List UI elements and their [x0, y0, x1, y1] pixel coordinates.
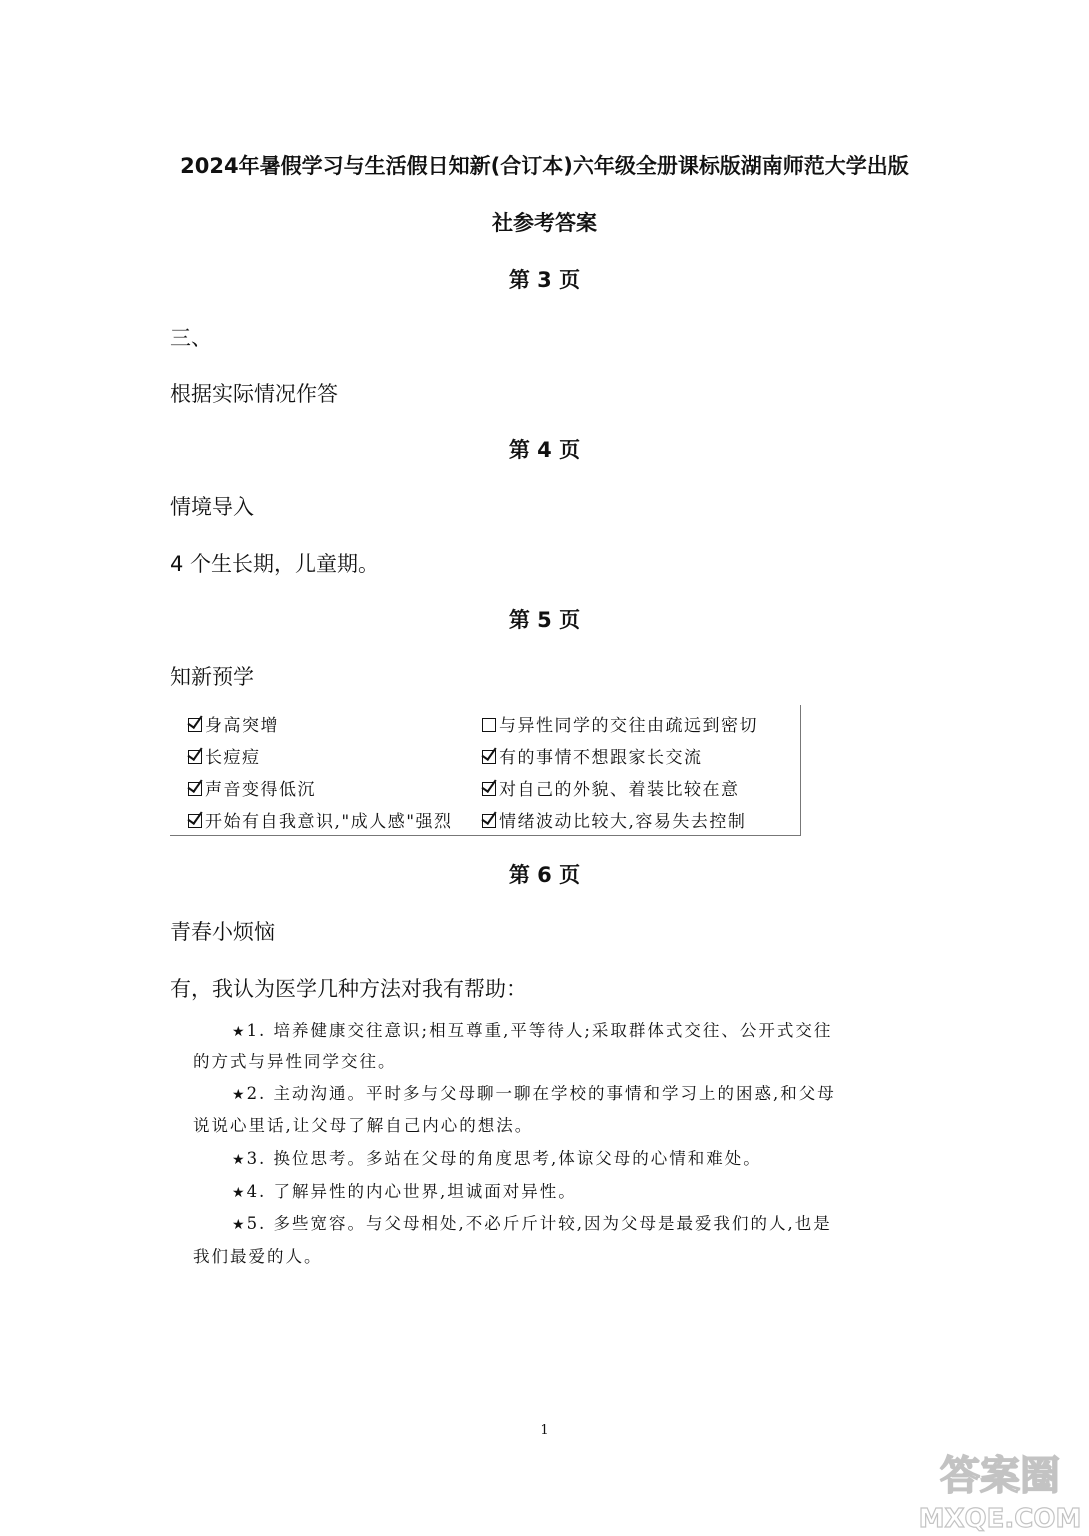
checkbox-checked-icon	[482, 782, 496, 796]
document-title-line1: 2024年暑假学习与生活假日知新(合订本)六年级全册课标版湖南师范大学出版	[180, 154, 909, 178]
page3-heading: 第 3 页	[508, 268, 581, 292]
star-icon: ★	[232, 1217, 247, 1233]
star-icon: ★	[232, 1152, 247, 1168]
page4-heading: 第 4 页	[508, 438, 581, 462]
answer-line: ★3. 换位思考。多站在父母的角度思考,体谅父母的心情和难处。	[232, 1149, 762, 1168]
answer-line: ★1. 培养健康交往意识;相互尊重,平等待人;采取群体式交往、公开式交往	[232, 1021, 833, 1040]
checklist-item: 长痘痘	[188, 743, 261, 768]
checkbox-checked-icon	[482, 814, 496, 828]
page3-section-label: 三、	[170, 326, 212, 350]
page5-heading: 第 5 页	[508, 608, 581, 632]
page3-answer: 根据实际情况作答	[170, 382, 338, 406]
checklist-item: 身高突增	[188, 711, 279, 736]
checklist-box	[170, 705, 801, 836]
page6-section-label: 青春小烦恼	[170, 920, 275, 944]
checklist-item: 对自己的外貌、着装比较在意	[482, 775, 740, 800]
page-number: 1	[540, 1423, 549, 1438]
checklist-item: 声音变得低沉	[188, 775, 316, 800]
answer-line: 说说心里话,让父母了解自己内心的想法。	[193, 1116, 534, 1135]
answer-line: 的方式与异性同学交往。	[193, 1052, 397, 1071]
page5-section-label: 知新预学	[170, 665, 254, 689]
star-icon: ★	[232, 1185, 247, 1201]
answer-line: 我们最爱的人。	[193, 1247, 323, 1266]
checklist-item: 有的事情不想跟家长交流	[482, 743, 703, 768]
page6-intro: 有，我认为医学几种方法对我有帮助：	[170, 977, 527, 1001]
checkbox-checked-icon	[188, 718, 202, 732]
answer-line: ★2. 主动沟通。平时多与父母聊一聊在学校的事情和学习上的困惑,和父母	[232, 1084, 836, 1103]
checkbox-checked-icon	[482, 750, 496, 764]
watermark-logo	[915, 1445, 1085, 1533]
checkbox-checked-icon	[188, 782, 202, 796]
answer-line: ★5. 多些宽容。与父母相处,不必斤斤计较,因为父母是最爱我们的人,也是	[232, 1214, 832, 1233]
checklist-item: 开始有自我意识,"成人感"强烈	[188, 807, 453, 832]
star-icon: ★	[232, 1087, 247, 1103]
answer-line: ★4. 了解异性的内心世界,坦诚面对异性。	[232, 1182, 577, 1201]
page6-heading: 第 6 页	[508, 863, 581, 887]
document-title-line2: 社参考答案	[492, 211, 597, 235]
star-icon: ★	[232, 1024, 247, 1040]
page4-answer: 4 个生长期，儿童期。	[170, 552, 380, 576]
checkbox-checked-icon	[188, 814, 202, 828]
checkbox-empty-icon	[482, 718, 496, 732]
watermark-text: 答案圈	[940, 1453, 1060, 1499]
checklist-item: 情绪波动比较大,容易失去控制	[482, 807, 746, 832]
checklist-item: 与异性同学的交往由疏远到密切	[482, 711, 758, 736]
checkbox-checked-icon	[188, 750, 202, 764]
watermark-url: MXQE.COM	[918, 1504, 1082, 1533]
page4-section-label: 情境导入	[170, 495, 254, 519]
